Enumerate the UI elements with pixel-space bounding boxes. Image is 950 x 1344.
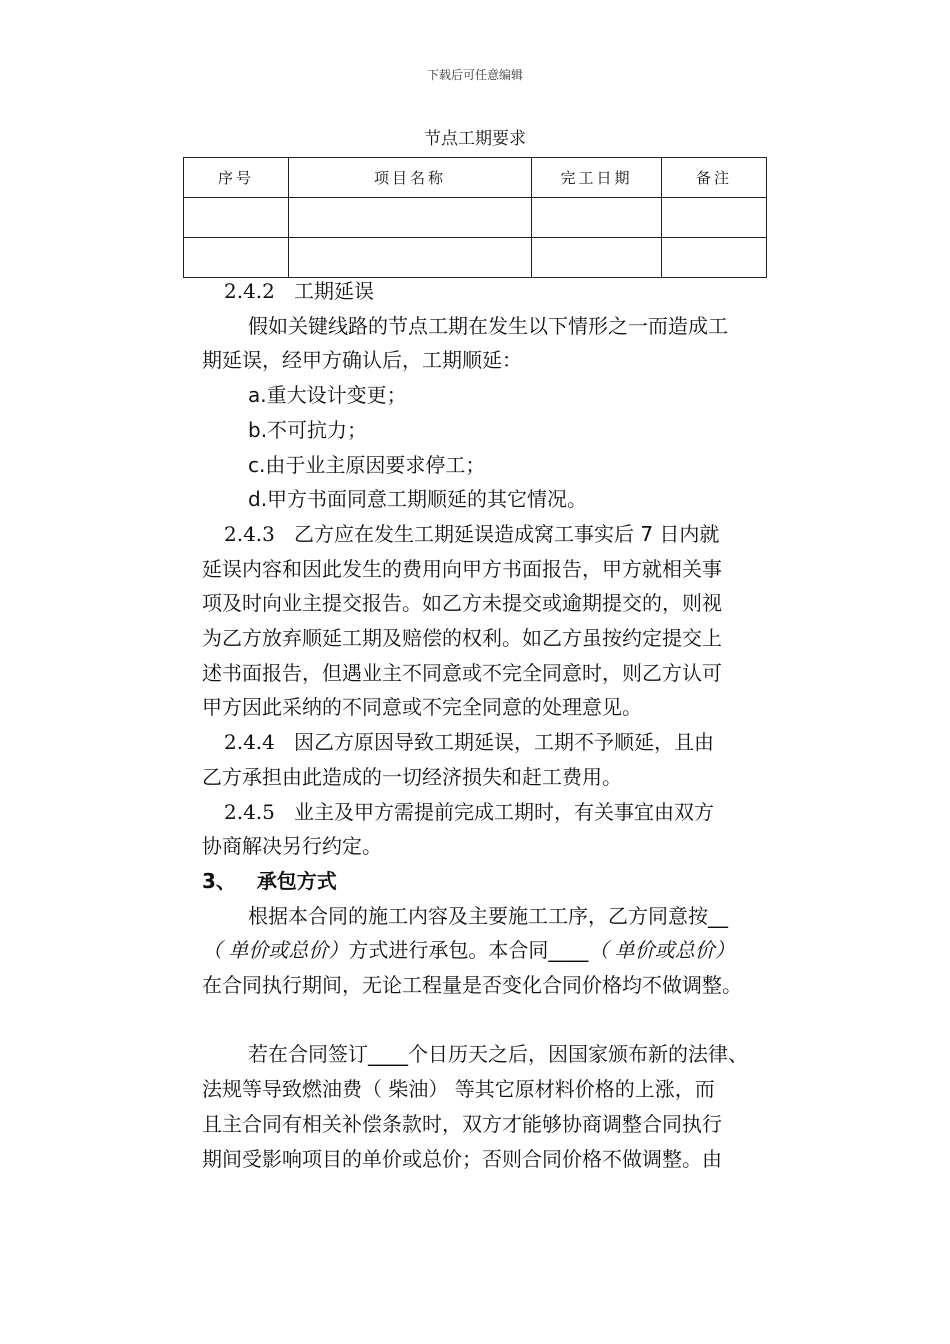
- paragraph-line: 且主合同有相关补偿条款时，双方才能够协商调整合同执行: [202, 1111, 722, 1136]
- table-cell: [289, 198, 532, 238]
- table-cell: [289, 238, 532, 278]
- table-row: [184, 198, 767, 238]
- paragraph-line: [202, 933, 832, 968]
- section-text: 乙方应在发生工期延误造成窝工事实后 7 日内就: [293, 521, 720, 546]
- paragraph-line: 甲方因此采纳的不同意或不完全同意的处理意见。: [202, 695, 642, 720]
- section-2-4-5-heading: [202, 795, 832, 830]
- table-cell: [532, 238, 662, 278]
- italic-note: （ 单价或总价）: [202, 938, 349, 963]
- column-header-project-name: 项目名称: [289, 158, 532, 198]
- page-header-note: 下载后可任意编辑: [426, 68, 523, 82]
- paragraph-line: 法规等导致燃油费（ 柴油） 等其它原材料价格的上涨，而: [202, 1077, 715, 1102]
- document-body: [202, 274, 832, 1176]
- paragraph-line: 期延误，经甲方确认后，工期顺延：: [202, 348, 522, 373]
- table-header-row: [184, 158, 767, 198]
- list-item: d.甲方书面同意工期顺延的其它情况。: [248, 487, 588, 512]
- list-item: c.由于业主原因要求停工；: [248, 452, 486, 477]
- column-header-remarks: 备注: [662, 158, 767, 198]
- paragraph-line: 为乙方放弃顺延工期及赔偿的权利。如乙方虽按约定提交上: [202, 626, 722, 651]
- column-header-completion-date: 完工日期: [532, 158, 662, 198]
- paragraph-text: 方式进行承包。本合同____: [348, 938, 589, 963]
- blank-line: [202, 1003, 832, 1038]
- section-number: 2.4.4: [224, 730, 275, 755]
- node-schedule-table: [183, 157, 767, 278]
- section-number: 2.4.5: [224, 799, 275, 824]
- paragraph-line: 若在合同签订____个日历天之后，因国家颁布新的法律、: [248, 1042, 748, 1067]
- table-cell: [184, 198, 289, 238]
- section-3-heading: [202, 864, 832, 899]
- section-title: 工期延误: [293, 279, 374, 303]
- table-cell: [532, 198, 662, 238]
- table-title: 节点工期要求: [424, 129, 526, 149]
- section-2-4-3-heading: [202, 517, 832, 552]
- paragraph-line: 乙方承担由此造成的一切经济损失和赶工费用。: [202, 764, 622, 789]
- paragraph-line: 述书面报告，但遇业主不同意或不完全同意时，则乙方认可: [202, 660, 722, 685]
- italic-note: （ 单价或总价）: [588, 938, 735, 963]
- table-cell: [662, 198, 767, 238]
- paragraph-line: 假如关键线路的节点工期在发生以下情形之一而造成工: [248, 313, 728, 338]
- list-item: b.不可抗力；: [248, 417, 368, 442]
- section-number: 2.4.3: [224, 521, 275, 546]
- paragraph-line: 期间受影响项目的单价或总价；否则合同价格不做调整。由: [202, 1146, 722, 1171]
- section-number: 2.4.2: [224, 279, 275, 303]
- column-header-serial: 序号: [184, 158, 289, 198]
- paragraph-line: 协商解决另行约定。: [202, 834, 382, 859]
- paragraph-line: 延误内容和因此发生的费用向甲方书面报告，甲方就相关事: [202, 556, 722, 581]
- table-row: [184, 238, 767, 278]
- section-title: 承包方式: [256, 868, 337, 893]
- list-item: a.重大设计变更；: [248, 383, 407, 408]
- section-text: 业主及甲方需提前完成工期时，有关事宜由双方: [293, 799, 714, 824]
- section-text: 因乙方原因导致工期延误，工期不予顺延，且由: [293, 730, 714, 755]
- section-number: 3、: [202, 868, 236, 893]
- table-cell: [662, 238, 767, 278]
- table-cell: [184, 238, 289, 278]
- paragraph-line: 在合同执行期间，无论工程量是否变化合同价格均不做调整。: [202, 973, 742, 998]
- paragraph-line: 项及时向业主提交报告。如乙方未提交或逾期提交的，则视: [202, 591, 722, 616]
- section-2-4-2-heading: [202, 274, 832, 309]
- paragraph-line: 根据本合同的施工内容及主要施工工序，乙方同意按__: [248, 903, 728, 928]
- section-2-4-4-heading: [202, 725, 832, 760]
